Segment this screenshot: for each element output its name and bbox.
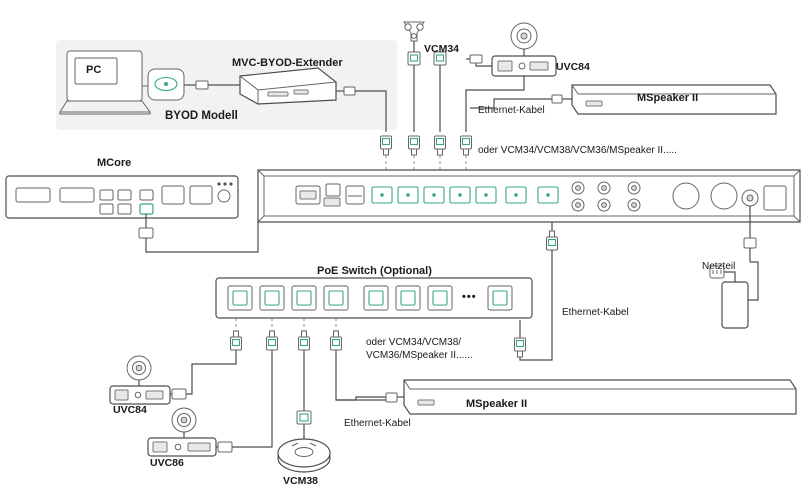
mspeaker-bottom-label: MSpeaker II [466, 398, 528, 410]
byod-cable [184, 81, 240, 89]
poe-downlinks [231, 318, 342, 350]
poe-dots-label: ••• [462, 291, 477, 303]
mcore-device [6, 176, 238, 218]
byod-extender-dongle [142, 69, 184, 100]
ethernet-bottom-label: Ethernet-Kabel [344, 418, 411, 429]
or-bottom-line1-label: oder VCM34/VCM38/ [366, 337, 462, 348]
mvc-byod-extender-device [240, 68, 336, 104]
mcore-label: MCore [97, 157, 132, 169]
uvc84-top-label: UVC84 [556, 61, 590, 73]
uvc84-bottom-label: UVC84 [113, 404, 147, 416]
uvc84-top-ethernet [466, 76, 524, 132]
byod-model-label: BYOD Modell [165, 110, 238, 122]
mvc-byod-extender-label: MVC-BYOD-Extender [232, 57, 343, 69]
vcm34-top-label: VCM34 [424, 43, 460, 55]
top-rj45-connectors [381, 136, 472, 170]
pc-label: PC [86, 64, 102, 76]
mspeaker-bottom-device [336, 380, 796, 414]
uvc84-top-camera [466, 23, 556, 76]
netzteil-label: Netzteil [702, 261, 736, 272]
mvc-main-bar [258, 170, 800, 222]
poe-switch-device [216, 278, 532, 318]
pc-laptop-illustration [60, 51, 150, 114]
uvc84-bottom-camera [110, 356, 192, 404]
mspeaker-top-label: MSpeaker II [637, 92, 699, 104]
vcm38-bottom-label: VCM38 [283, 475, 319, 487]
poe-switch-label: PoE Switch (Optional) [317, 265, 432, 277]
ethernet-right-label: Ethernet-Kabel [562, 307, 629, 318]
aux-top-drop [434, 52, 446, 132]
vcm34-top-device [404, 22, 424, 132]
poe-uplink-cable [192, 350, 388, 416]
uvc86-bottom-label: UVC86 [150, 457, 184, 469]
or-bottom-line2-label: VCM36/MSpeaker II...... [366, 350, 473, 361]
or-top-label: oder VCM34/VCM38/VCM36/MSpeaker II..... [478, 145, 677, 156]
uvc86-bottom-camera [148, 372, 272, 456]
ethernet-top-label: Ethernet-Kabel [478, 105, 545, 116]
byod-to-bar-cable [336, 87, 386, 132]
mcore-cable [139, 214, 258, 252]
vcm38-bottom-device [278, 411, 330, 472]
